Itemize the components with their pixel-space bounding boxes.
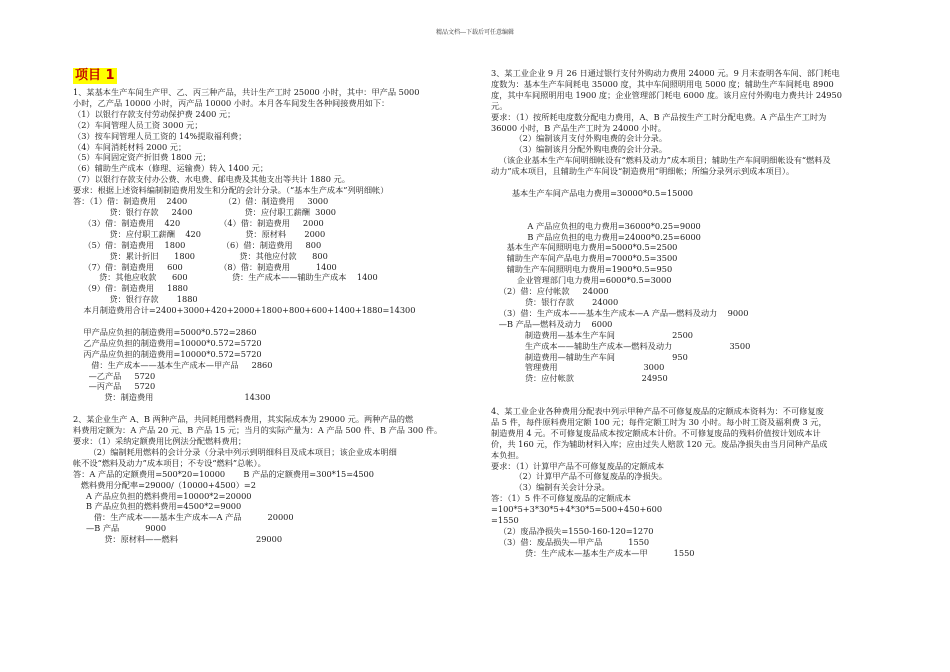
text-line: 要求：根据上述资料编制制造费用发生和分配的会计分录。（“基本生产成本”列明细帐） bbox=[73, 185, 389, 196]
text-line: （2）编制该月支付外购电费的会计分录。 bbox=[491, 133, 668, 144]
text-line: 辅助生产车间照明电力费用=1900*0.5=950 bbox=[491, 264, 673, 275]
text-line: A 产品应负担的电力费用=36000*0.25=9000 bbox=[491, 220, 701, 231]
text-line: 小时，乙产品 10000 小时，丙产品 10000 小时。本月各车间发生各种间接费用如下： bbox=[73, 97, 390, 108]
text-line: 本月制造费用合计=2400+3000+420+2000+1800+800+600+1400+1880=14300 bbox=[73, 305, 416, 316]
text-line: 要求：（1）采纳定额费用比例法分配燃料费用； bbox=[73, 435, 247, 446]
text-line: （2）借：应付帐款 24000 bbox=[491, 286, 609, 297]
text-line: 贷：生产成本—基本生产成本—甲 1550 bbox=[491, 547, 695, 558]
text-line: 品 5 件，每件原料费用定额 100 元；每件定额工时为 30 小时。每小时工资及福利费 3 元， bbox=[491, 416, 827, 427]
text-line: 甲产品应负担的制造费用=5000*0.572=2860 bbox=[73, 326, 257, 337]
text-line: （3）借：制造费用 420 （4）借：制造费用 2000 bbox=[73, 217, 324, 228]
text-line: 借：生产成本——基本生产成本—甲产品 2860 bbox=[73, 359, 273, 370]
text-line: 丙产品应负担的制造费用=10000*0.572=5720 bbox=[73, 348, 262, 359]
text-line: 制造费用—辅助生产车间 950 bbox=[491, 351, 688, 362]
text-line: —B 产品—燃料及动力 6000 bbox=[491, 318, 613, 329]
text-line: 动力”成本项目，且辅助生产车间设“制造费用”明细帐；所编分录列示到成本项目）。 bbox=[491, 166, 795, 177]
text-line: 贷：银行存款 24000 bbox=[491, 296, 619, 307]
text-line: 制造费用—基本生产车间 2500 bbox=[491, 329, 693, 340]
text-line: 料费用定额为：A 产品 20 元、B 产品 15 元；当月的实际产量为：A 产品 500 件、B 产品 300 件。 bbox=[73, 425, 443, 436]
text-line: 答：（1）5 件不可修复废品的定额成本 bbox=[491, 493, 631, 504]
text-line: 贷：银行存款 1880 bbox=[73, 294, 198, 305]
text-line bbox=[491, 199, 886, 210]
text-line: （3）编制有关会计分录。 bbox=[491, 482, 610, 493]
text-line: =1550 bbox=[491, 515, 519, 526]
text-line: 辅助生产车间产品电力费用=7000*0.5=3500 bbox=[491, 253, 678, 264]
right-text-block bbox=[491, 68, 886, 559]
text-line: B 产品应负担的电力费用=24000*0.25=6000 bbox=[491, 231, 701, 242]
text-line: （7）以银行存款支付办公费、水电费、邮电费及其他支出等共计 1880 元。 bbox=[73, 174, 350, 185]
text-line: （2）计算甲产品不可修复废品的净损失。 bbox=[491, 471, 668, 482]
text-line: 36000 小时，B 产品生产工时为 24000 小时。 bbox=[491, 122, 666, 133]
text-line: 要求：（1）计算甲产品不可修复废品的定额成本 bbox=[491, 460, 665, 471]
text-line: 元。 bbox=[491, 100, 508, 111]
text-line: 度，其中车间照明用电 1900 度；企业管理部门耗电 6000 度。该月应付外购电力费共计 24950 bbox=[491, 89, 842, 100]
text-line: 借：生产成本——基本生产成本—A 产品 20000 bbox=[73, 512, 294, 523]
text-line: 基本生产车间产品电力费用=30000*0.5=15000 bbox=[491, 187, 693, 198]
text-line: （6）辅助生产成本（修理、运输费）转入 1400 元； bbox=[73, 163, 269, 174]
text-line: （5）车间固定资产折旧费 1800 元； bbox=[73, 152, 211, 163]
left-text-block bbox=[73, 87, 468, 545]
text-line: 贷：应付帐款 24950 bbox=[491, 373, 668, 384]
text-line bbox=[491, 177, 886, 188]
text-line bbox=[73, 403, 468, 414]
text-line: 贷：累计折旧 1800 贷：其他应付款 800 bbox=[73, 250, 328, 261]
text-line: （2）车间管理人员工资 3000 元； bbox=[73, 119, 203, 130]
text-line: 制造费用 4 元。不可修复废品成本按定额成本计价。不可修复废品的残料价值按计划成本计 bbox=[491, 427, 821, 438]
text-line: （3）编制该月分配外购电费的会计分录。 bbox=[491, 144, 668, 155]
text-line: （9）借：制造费用 1880 bbox=[73, 283, 188, 294]
text-line bbox=[73, 316, 468, 327]
page-header: 精品文档---下载后可任意编辑 bbox=[435, 29, 515, 36]
text-line: 帐不设“燃料及动力”成本项目；不专设“燃料”总帐）。 bbox=[73, 457, 266, 468]
text-line: （2）编制耗用燃料的会计分录（分录中列示到明细科目及成本项目；该企业成本明细 bbox=[73, 446, 397, 457]
text-line: A 产品应负担的燃料费用=10000*2=20000 bbox=[73, 490, 252, 501]
text-line: （4）车间消耗材料 2000 元； bbox=[73, 141, 187, 152]
text-line: （3）借：废品损失—甲产品 1550 bbox=[491, 536, 650, 547]
text-line: （3）按车间管理人员工资的 14%提取福利费； bbox=[73, 130, 247, 141]
text-line: 答：（1）借：制造费用 2400 （2）借：制造费用 3000 bbox=[73, 196, 329, 207]
text-line: 贷：原材料——燃料 29000 bbox=[73, 534, 283, 545]
text-line: 3、某工业企业 9 月 26 日通过银行支付外购动力费用 24000 元。9 月末查明各车间、部门耗电 bbox=[491, 68, 840, 78]
text-line bbox=[491, 384, 886, 395]
text-line: 答：A 产品的定额费用=500*20=10000 B 产品的定额费用=300*15=4500 bbox=[73, 468, 374, 479]
text-line: 本负担。 bbox=[491, 449, 524, 460]
text-line: （7）借：制造费用 600 （8）借：制造费用 1400 bbox=[73, 261, 337, 272]
text-line: 企业管理部门电力费用=6000*0.5=3000 bbox=[491, 275, 672, 286]
text-line: —乙产品 5720 bbox=[73, 370, 156, 381]
text-line: 贷：应付职工薪酬 420 贷：原材料 2000 bbox=[73, 228, 326, 239]
text-line: 管理费用 3000 bbox=[491, 362, 665, 373]
text-line: （1）以银行存款支付劳动保护费 2400 元； bbox=[73, 108, 236, 119]
text-line bbox=[491, 210, 886, 221]
text-line: 贷：银行存款 2400 贷：应付职工薪酬 3000 bbox=[73, 206, 337, 217]
text-line: 贷：其他应收款 600 贷：生产成本——辅助生产成本 1400 bbox=[73, 272, 378, 283]
text-line: （该企业基本生产车间明细帐设有“燃料及动力”成本项目；辅助生产车间明细帐设有“燃料及 bbox=[491, 155, 831, 166]
text-line: 要求：（1）按所耗电度数分配电力费用，A、B 产品按生产工时分配电费。A 产品生产工时为 bbox=[491, 111, 827, 122]
text-line: 乙产品应负担的制造费用=10000*0.572=5720 bbox=[73, 337, 262, 348]
text-line: （3）借：生产成本——基本生产成本—A 产品—燃料及动力 9000 bbox=[491, 307, 749, 318]
text-line bbox=[491, 395, 886, 406]
text-line: （5）借：制造费用 1800 （6）借：制造费用 800 bbox=[73, 239, 322, 250]
text-line: （2）废品净损失=1550-160-120=1270 bbox=[491, 525, 654, 536]
text-line: 贷：制造费用 14300 bbox=[73, 392, 271, 403]
left-column bbox=[73, 68, 468, 545]
text-line: 4、某工业企业各种费用分配表中列示甲种产品不可修复废品的定额成本资料为：不可修复废 bbox=[491, 406, 824, 417]
text-line: 基本生产车间照明电力费用=5000*0.5=2500 bbox=[491, 242, 678, 253]
text-line: 燃料费用分配率=29000/（10000+4500）=2 bbox=[73, 479, 256, 490]
text-line: 价，共 160 元，作为辅助材料入库；应由过失人赔款 120 元。废品净损失由当月同种产品成 bbox=[491, 438, 828, 449]
text-line: B 产品应负担的燃料费用=4500*2=9000 bbox=[73, 501, 242, 512]
text-line: 度数为：基本生产车间耗电 35000 度，其中车间照明用电 5000 度；辅助生产车间耗电 8900 bbox=[491, 78, 834, 89]
text-line: 生产成本——辅助生产成本—燃料及动力 3500 bbox=[491, 340, 751, 351]
project-title: 项目 1 bbox=[75, 68, 115, 83]
right-column bbox=[491, 68, 886, 559]
text-line: —丙产品 5720 bbox=[73, 381, 156, 392]
text-line: —B 产品 9000 bbox=[73, 523, 167, 534]
text-line: =100*5+3*30*5+4*30*5=500+450+600 bbox=[491, 504, 663, 515]
text-line: 2、某企业生产 A、B 两种产品，共同耗用燃料费用，其实际成本为 29000 元。两种产品的燃 bbox=[73, 414, 414, 425]
text-line: 1、某基本生产车间生产甲、乙、丙三种产品，共计生产工时 25000 小时，其中：甲产品 5000 bbox=[73, 87, 420, 97]
